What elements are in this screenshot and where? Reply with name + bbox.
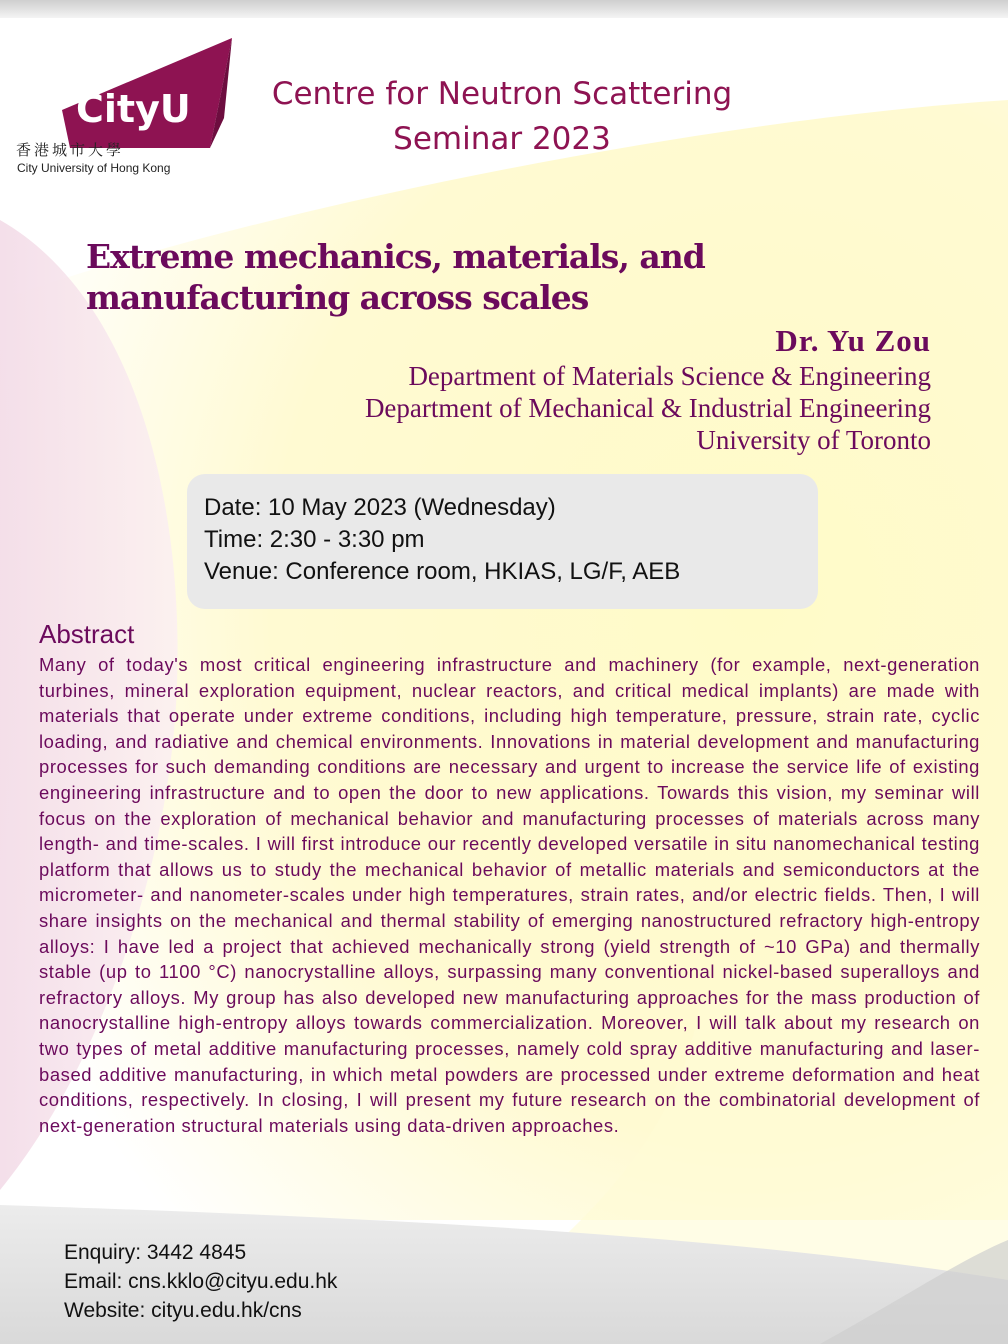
event-venue: Venue: Conference room, HKIAS, LG/F, AEB xyxy=(204,558,681,585)
event-time: Time: 2:30 - 3:30 pm xyxy=(204,526,425,553)
centre-title-line2: Seminar 2023 xyxy=(393,121,611,157)
talk-title-line1: Extreme mechanics, materials, and xyxy=(86,237,705,276)
contact-info xyxy=(64,1238,337,1325)
speaker-affiliation: Department of Mechanical & Industrial Engineering xyxy=(364,393,931,423)
abstract-heading: Abstract xyxy=(39,619,135,649)
talk-title xyxy=(86,236,806,318)
speaker-affiliation: University of Toronto xyxy=(696,425,931,455)
abstract-text: Many of today's most critical engineering infrastructure and machinery (for example, next-generation turbines, mineral exploration equipment, nuclear reactors, and critical medical implants) are made with materials that operate under extreme conditions, including high temperature, pressure, strain rate, cyclic loading, and radiative and chemical environments. Innovations in material development and manufacturing processes for such demanding conditions are necessary and urgent to increase the service life of existing engineering infrastructure and to open the door to new applications. Towards this vision, my seminar will focus on the exploration of mechanical behavior and manufacturing processes of materials across many length- and time-scales. I will first introduce our recently developed versatile in situ nanomechanical testing platform that allows us to study the mechanical behavior of metallic materials and semiconductors at the micrometer- and nanometer-scales under high temperatures, strain rates, and/or electric fields. Then, I will share insights on the mechanical and thermal stability of emerging nanostructured refractory high-entropy alloys: I have led a project that achieved mechanically strong (yield strength of ~10 GPa) and thermally stable (up to 1100 °C) nanocrystalline alloys, surpassing many conventional nickel-based superalloys and refractory alloys. My group has also developed new manufacturing approaches for the mass production of nanocrystalline high-entropy alloys towards commercialization. Moreover, I will talk about my research on two types of metal additive manufacturing processes, namely cold spray additive manufacturing and laser-based additive manufacturing, in which metal powders are processed under extreme deformation and heat conditions, respectively. In closing, I will present my future research on the combinatorial development of next-generation structural materials using data-driven approaches. xyxy=(39,654,980,1136)
logo-chinese-name: 香港城市大學 xyxy=(16,141,125,159)
top-bar xyxy=(0,0,1008,18)
talk-title-line2: manufacturing across scales xyxy=(86,278,589,317)
speaker-affiliation: Department of Materials Science & Engineering xyxy=(408,361,931,391)
contact-email[interactable]: Email: cns.kklo@cityu.edu.hk xyxy=(64,1270,338,1293)
speaker-name: Dr. Yu Zou xyxy=(775,323,931,358)
logo-english-name: City University of Hong Kong xyxy=(17,161,171,175)
enquiry-phone: Enquiry: 3442 4845 xyxy=(64,1241,247,1264)
centre-title xyxy=(262,72,742,162)
centre-title-line1: Centre for Neutron Scattering xyxy=(271,76,733,112)
speaker-block xyxy=(365,322,931,456)
event-info-box xyxy=(187,474,818,609)
website-link[interactable]: Website: cityu.edu.hk/cns xyxy=(64,1299,302,1322)
logo-wordmark: CityU xyxy=(76,87,191,131)
event-date: Date: 10 May 2023 (Wednesday) xyxy=(204,494,556,521)
